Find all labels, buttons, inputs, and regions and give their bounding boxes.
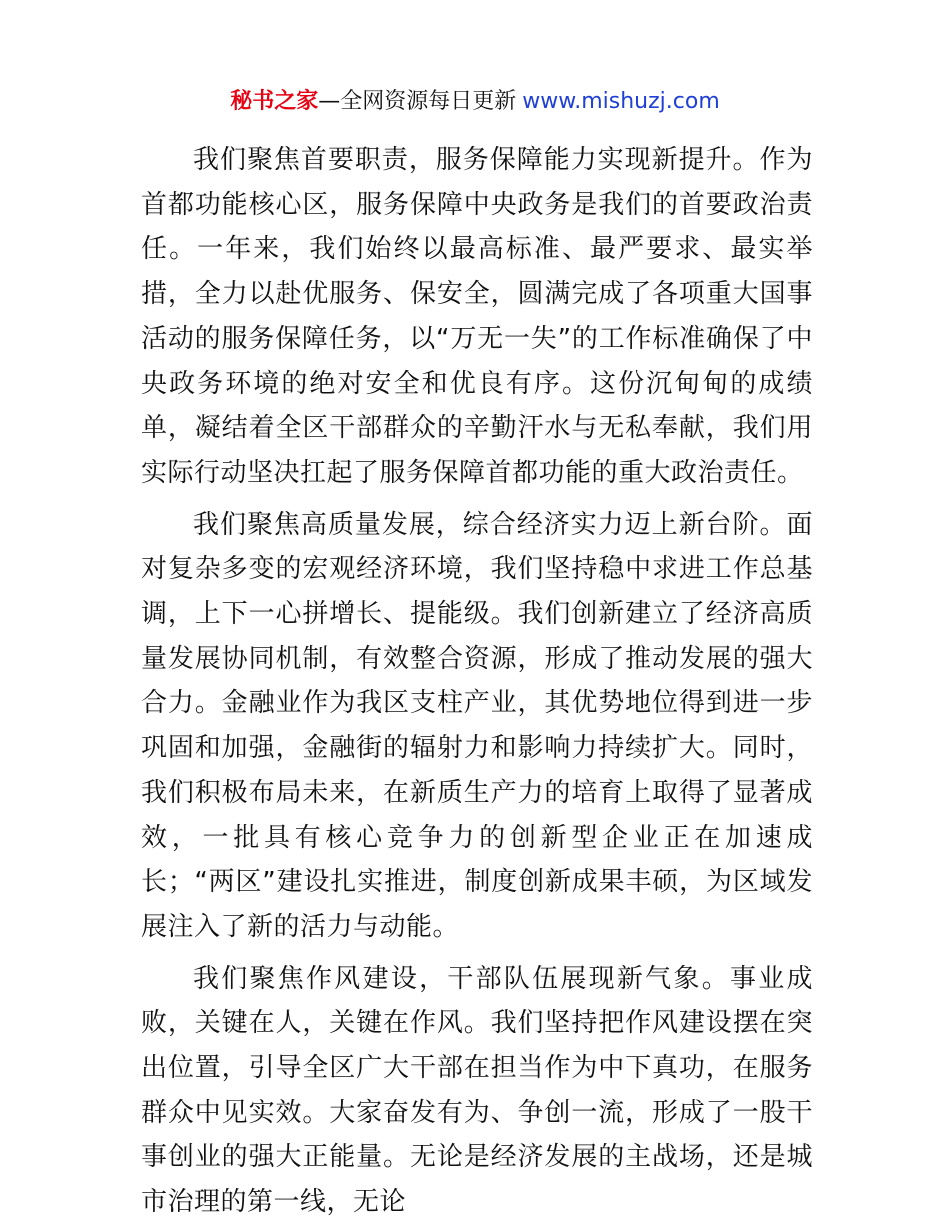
brand-name: 秘书之家 (230, 89, 319, 114)
document-body (141, 138, 813, 1225)
paragraph-service-guarantee: 我们聚焦首要职责，服务保障能力实现新提升。作为首都功能核心区，服务保障中央政务是我们的首要政治责任。一年来，我们始终以最高标准、最严要求、最实举措，全力以赴优服务、保安全，圆满完成了各项重大国事活动的服务保障任务，以“万无一失”的工作标准确保了中央政务环境的绝对安全和优良有序。这份沉甸甸的成绩单，凝结着全区干部群众的辛勤汗水与无私奉献，我们用实际行动坚决扛起了服务保障首都功能的重大政治责任。 (141, 145, 813, 488)
header-tagline: —全网资源每日更新 (318, 89, 517, 114)
paragraph-work-style: 我们聚焦作风建设，干部队伍展现新气象。事业成败，关键在人，关键在作风。我们坚持把作风建设摆在突出位置，引导全区广大干部在担当作为中下真功，在服务群众中见实效。大家奋发有为、争创一流，形成了一股干事创业的强大正能量。无论是经济发展的主战场，还是城市治理的第一线，无论 (141, 963, 813, 1218)
site-url-link[interactable]: www.mishuzj.com (522, 89, 720, 114)
paragraph-economic-development: 我们聚焦高质量发展，综合经济实力迈上新台阶。面对复杂多变的宏观经济环境，我们坚持稳中求进工作总基调，上下一心拼增长、提能级。我们创新建立了经济高质量发展协同机制，有效整合资源，形成了推动发展的强大合力。金融业作为我区支柱产业，其优势地位得到进一步巩固和加强，金融街的辐射力和影响力持续扩大。同时，我们积极布局未来，在新质生产力的培育上取得了显著成效，一批具有核心竞争力的创新型企业正在加速成长；“两区”建设扎实推进，制度创新成果丰硕，为区域发展注入了新的活力与动能。 (141, 509, 813, 942)
page-header (0, 86, 950, 118)
